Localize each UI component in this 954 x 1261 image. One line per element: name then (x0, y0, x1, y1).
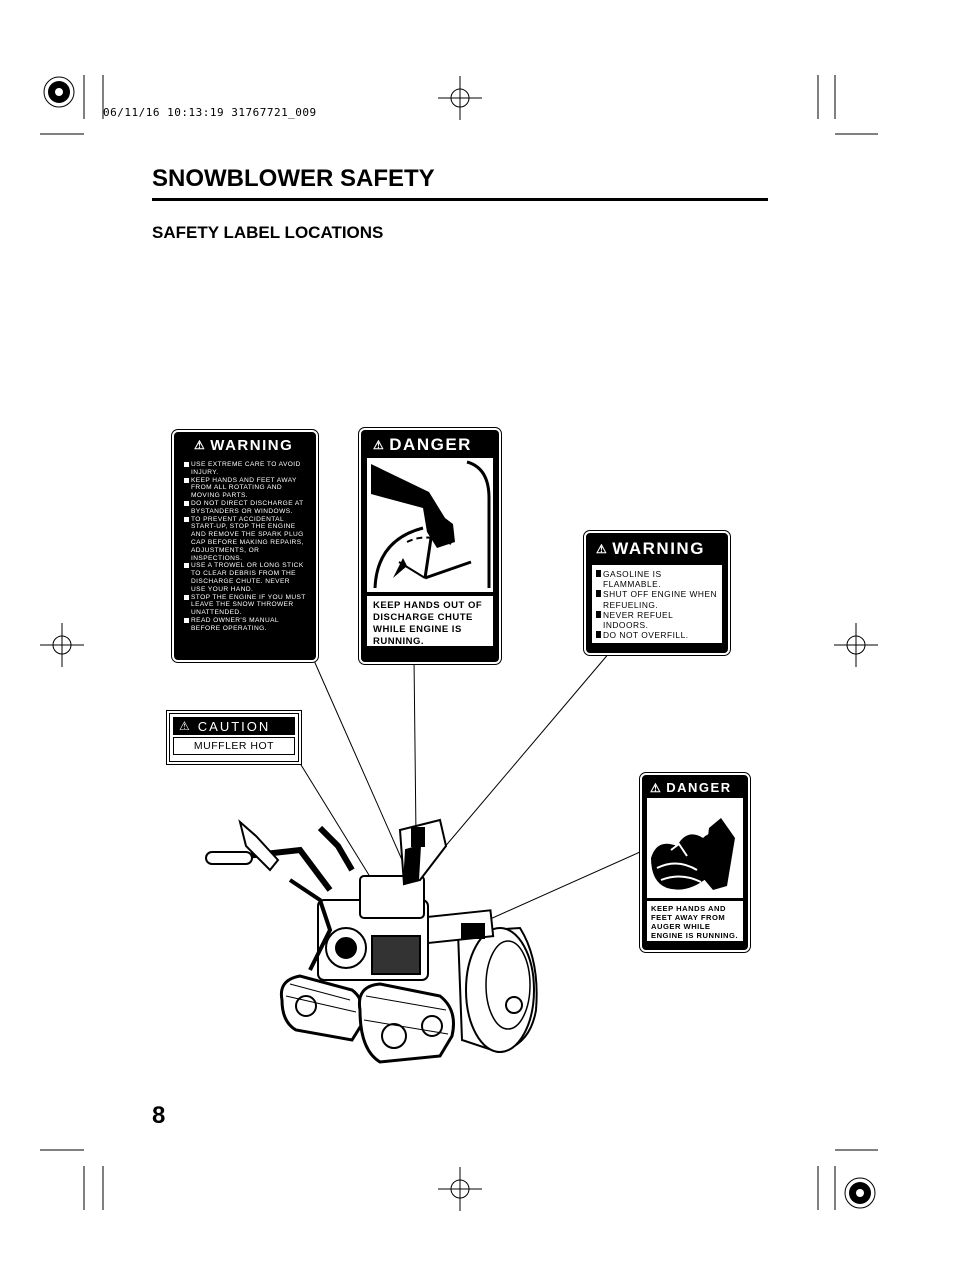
warning-general-item: KEEP HANDS AND FEET AWAY FROM ALL ROTATING AND MOVING PARTS. (184, 477, 306, 500)
auger-hands-pictogram (647, 798, 743, 898)
danger-auger-text: KEEP HANDS AND FEET AWAY FROM AUGER WHILE ENGINE IS RUNNING. (647, 901, 743, 941)
warning-general-heading: WARNING (210, 436, 294, 454)
caution-muffler-label (169, 713, 299, 762)
warning-triangle-icon: ⚠ (179, 719, 192, 733)
warning-fuel-body (592, 565, 722, 643)
caution-muffler-heading: CAUTION (197, 718, 271, 734)
warning-fuel-item: SHUT OFF ENGINE WHEN REFUELING. (596, 589, 718, 609)
page-title: SNOWBLOWER SAFETY (152, 165, 435, 192)
warning-general-item: TO PREVENT ACCIDENTAL START-UP, STOP THE ENGINE AND REMOVE THE SPARK PLUG CAP BEFORE MAKING REPAIRS, ADJUSTMENTS, OR INSPECTIONS. (184, 516, 306, 563)
warning-general-item: READ OWNER'S MANUAL BEFORE OPERATING. (184, 617, 306, 633)
warning-triangle-icon: ⚠ (596, 542, 609, 556)
danger-chute-heading: DANGER (389, 435, 472, 454)
caution-muffler-text: MUFFLER HOT (173, 737, 295, 755)
warning-triangle-icon: ⚠ (650, 780, 663, 795)
warning-general-item: USE A TROWEL OR LONG STICK TO CLEAR DEBRIS FROM THE DISCHARGE CHUTE. NEVER USE YOUR HAND. (184, 562, 306, 593)
danger-chute-label (361, 430, 499, 662)
warning-general-item: USE EXTREME CARE TO AVOID INJURY. (184, 461, 306, 477)
warning-fuel-item: GASOLINE IS FLAMMABLE. (596, 569, 718, 589)
print-stamp: 06/11/16 10:13:19 31767721_009 (103, 106, 317, 119)
danger-chute-text: KEEP HANDS OUT OF DISCHARGE CHUTE WHILE ENGINE IS RUNNING. (367, 596, 493, 646)
warning-fuel-item: NEVER REFUEL INDOORS. (596, 610, 718, 630)
warning-fuel-heading: WARNING (612, 539, 705, 558)
warning-fuel-item: DO NOT OVERFILL. (596, 630, 718, 640)
warning-fuel-label (586, 533, 728, 653)
warning-general-body (180, 458, 310, 648)
page-number: 8 (152, 1102, 166, 1129)
warning-general-label (174, 432, 316, 660)
hand-in-chute-pictogram (367, 458, 493, 592)
danger-auger-label (642, 775, 748, 950)
section-title: SAFETY LABEL LOCATIONS (152, 223, 384, 242)
warning-triangle-icon: ⚠ (373, 438, 386, 452)
danger-auger-heading: DANGER (666, 780, 732, 795)
warning-general-item: DO NOT DIRECT DISCHARGE AT BYSTANDERS OR WINDOWS. (184, 500, 306, 516)
warning-general-item: STOP THE ENGINE IF YOU MUST LEAVE THE SNOW THROWER UNATTENDED. (184, 594, 306, 617)
warning-triangle-icon: ⚠ (194, 438, 207, 452)
